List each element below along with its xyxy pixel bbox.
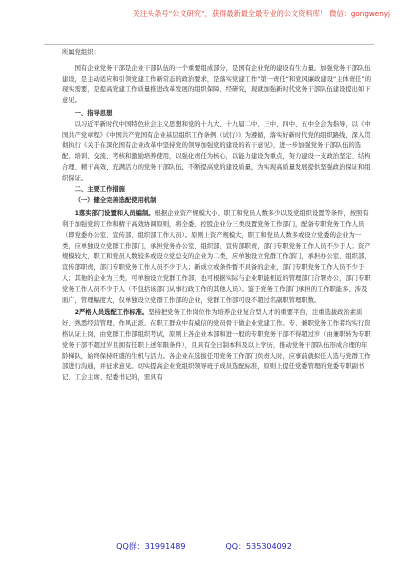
subsection1-heading: （一）健全完善选配使用机制: [74, 197, 157, 205]
point2-paragraph: [62, 308, 372, 384]
section1-heading: 一、指导思想: [74, 109, 113, 117]
point1-title: 1落实部门设置和人员编制。: [74, 210, 155, 218]
section1-paragraph: 以习近平新时代中国特色社会主义思想和党的十九大、十九届二中、三中、四中、五中全会为指导，以《中国共产党章程》《中国共产党国有企业基层组织工作条例（试行）》为遵循，落实好新时代党的组织路线，深入贯彻执行《关于在深化国有企业改革中坚持党的领导加强党的建设的若干意见》，进一步加强党务干部队伍的选配、培训、交流、考核和激励培养使用，以强化责任为核心，以能力建设为重点，努力建设一支政治坚定、结构合理、精干高效、充满活力的党务干部队伍，不断提高党的建设质量，为实现高质量发展提供坚强政治保证和组织保证。: [62, 120, 371, 182]
point2-body: 坚持把党务工作岗位作为培养企业复合型人才的重要平台，注重选拔政治素质好、熟悉经营管理、作风正派、在职工群众中有威信的党员骨干做企业党建工作。专、兼职党务工作者均实行资格认证上岗，由党群工作部组织考试，原则上各企业本部和进一般的专职党务干部不得超过岁（由兼职转为专职党务干部不超过岁且拥有任职上述年限条件），且具有全日制本科及以上学历，推动党务干部队伍形成合理的年龄梯队，始终保持旺盛的生机与活力。各企业在选拔任用党务工作部门负责人时，应事前就拟任人选与党群工作部进行沟通，并征求意见。切实提高企业党组织领导班子成员选配标准，原则上提任党委管理的党委专职副书记、工会主席、纪委书记的，需具有: [62, 309, 371, 382]
point2-title: 2严格人员选配工作标准。: [74, 309, 149, 317]
promo-banner: 关注头条号“公文研究”，获得最新最全最专业的公文资料库！ 微信：gongwenyj: [132, 9, 390, 18]
document-body: [62, 48, 372, 384]
salutation: 所属党组织：: [62, 49, 100, 56]
header-divider: [44, 44, 374, 45]
qq-group-label: QQ群：31991489: [116, 542, 186, 551]
intro-paragraph: 国有企业党务干部是企业干部队伍的一个重要组成部分，是国有企业党的建设有生力量。加强党务干部队伍建设，是主动适应和引领党建工作新常态的政治要求，是落实党建工作“第一责任”和党风廉政建设“主体责任”的现实需要，是提高党建工作质量推进改革发展的组织保障、经研究，现就加强新时代党务干部队伍建设提出如下意见。: [62, 64, 372, 105]
point1-paragraph: [62, 209, 372, 306]
point1-body: 根据企业资产规模大小、职工和党员人数多少以及党组织设置等条件，按照有利于加强党的工作和精干高效协调原则，将全委、控股企业分三类设置党务工作部门，配备专职党务工作人员（即党委办公室、宣传部、组织部工作人员）。原则上资产规模大，职工和党员人数多或设立党委的企业为一类，应单独设立党群工作部门，承担党务办公室、组织部、宣传部职责，部门专职党务工作人员不少于人；资产规模较大、职工和党员人数较多或设立党总支的企业为二类，应单独设立党群工作部门，承担办公室、组织部、宣传部职责，部门专职党务工作人员不少于人；新成立或条件暂不具备的企业，部门专职党务工作人员不少于人；其他的企业为三类，可单独设立党群工作部，也可根据实际与企业职能相近的管理部门合署办公，部门专职党务工作人员不少于人（不包括该部门从事行政工作的其他人员）。鉴于党务工作部门承担的工作职能多、涉及面广，管理幅度大，仅单独设立党群工作部的企业，党群工作部可设不超过名副职管理职数。: [62, 210, 371, 304]
contact-footer: [0, 541, 408, 553]
qq-contact-label: QQ：535304092: [225, 542, 292, 551]
section2-heading: 二、主要工作措施: [74, 185, 125, 193]
